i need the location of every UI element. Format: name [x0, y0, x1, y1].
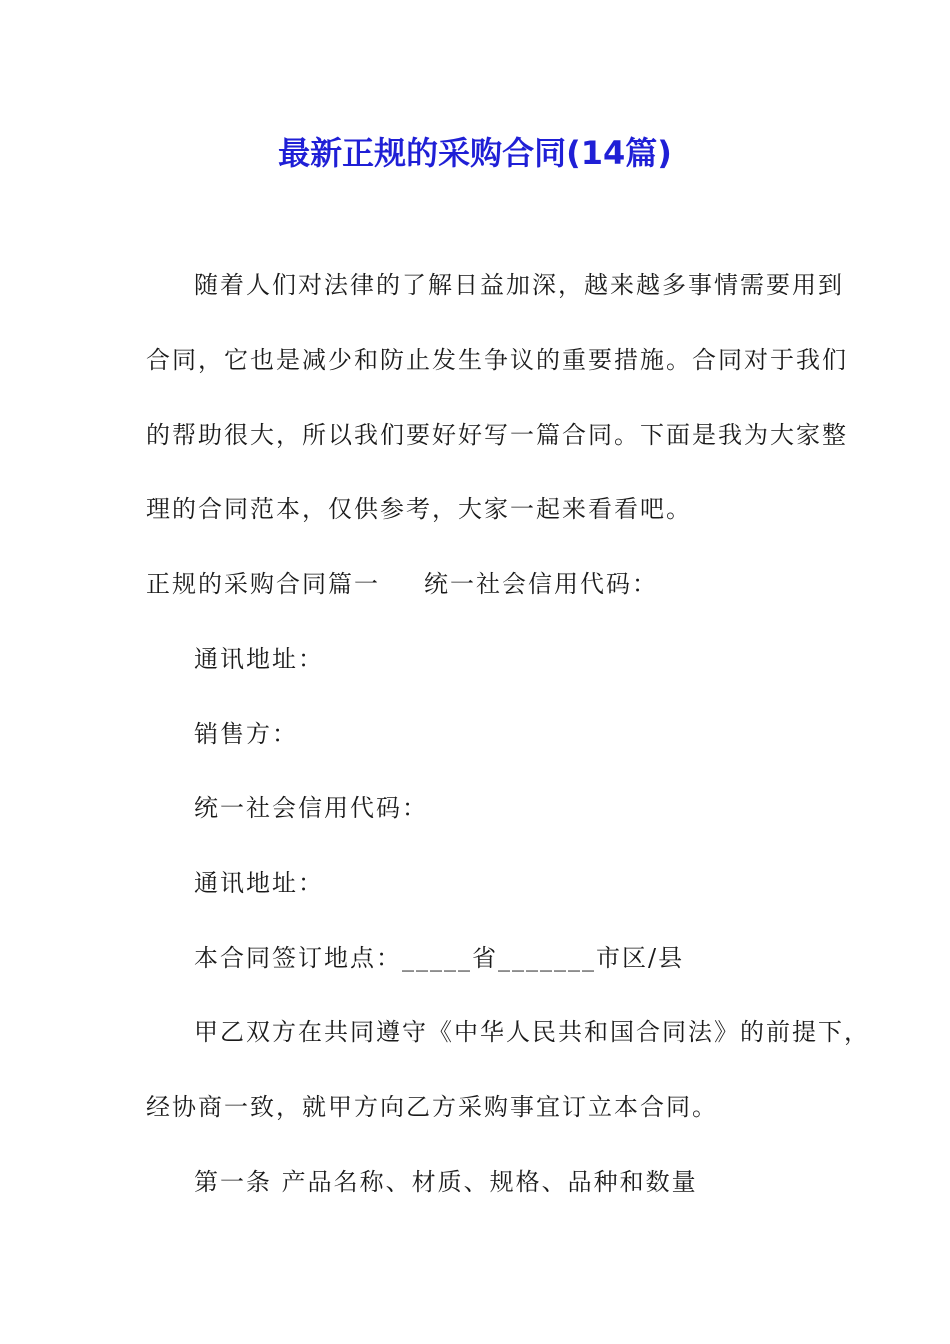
- field-address-2: 通讯地址：: [194, 869, 324, 897]
- article-one-heading: 第一条 产品名称、材质、规格、品种和数量: [194, 1168, 698, 1196]
- field-credit-code: 统一社会信用代码：: [194, 794, 428, 822]
- field-address-1: 通讯地址：: [194, 645, 324, 673]
- intro-line-3: 的帮助很大，所以我们要好好写一篇合同。下面是我为大家整: [146, 421, 848, 449]
- intro-line-4: 理的合同范本，仅供参考，大家一起来看看吧。: [146, 495, 692, 523]
- document-title: 最新正规的采购合同(14篇): [278, 134, 672, 172]
- section-heading-field: 统一社会信用代码：: [424, 570, 658, 598]
- field-seller: 销售方：: [194, 720, 298, 748]
- intro-line-2: 合同，它也是减少和防止发生争议的重要措施。合同对于我们: [146, 346, 848, 374]
- intro-line-1: 随着人们对法律的了解日益加深，越来越多事情需要用到: [194, 271, 844, 299]
- preamble-line-1: 甲乙双方在共同遵守《中华人民共和国合同法》的前提下，: [194, 1018, 870, 1046]
- section-heading-line: [146, 569, 826, 599]
- preamble-line-2: 经协商一致，就甲方向乙方采购事宜订立本合同。: [146, 1093, 718, 1121]
- section-heading: 正规的采购合同篇一: [146, 570, 380, 598]
- sign-place: 本合同签订地点：_____省_______市区/县: [194, 944, 685, 972]
